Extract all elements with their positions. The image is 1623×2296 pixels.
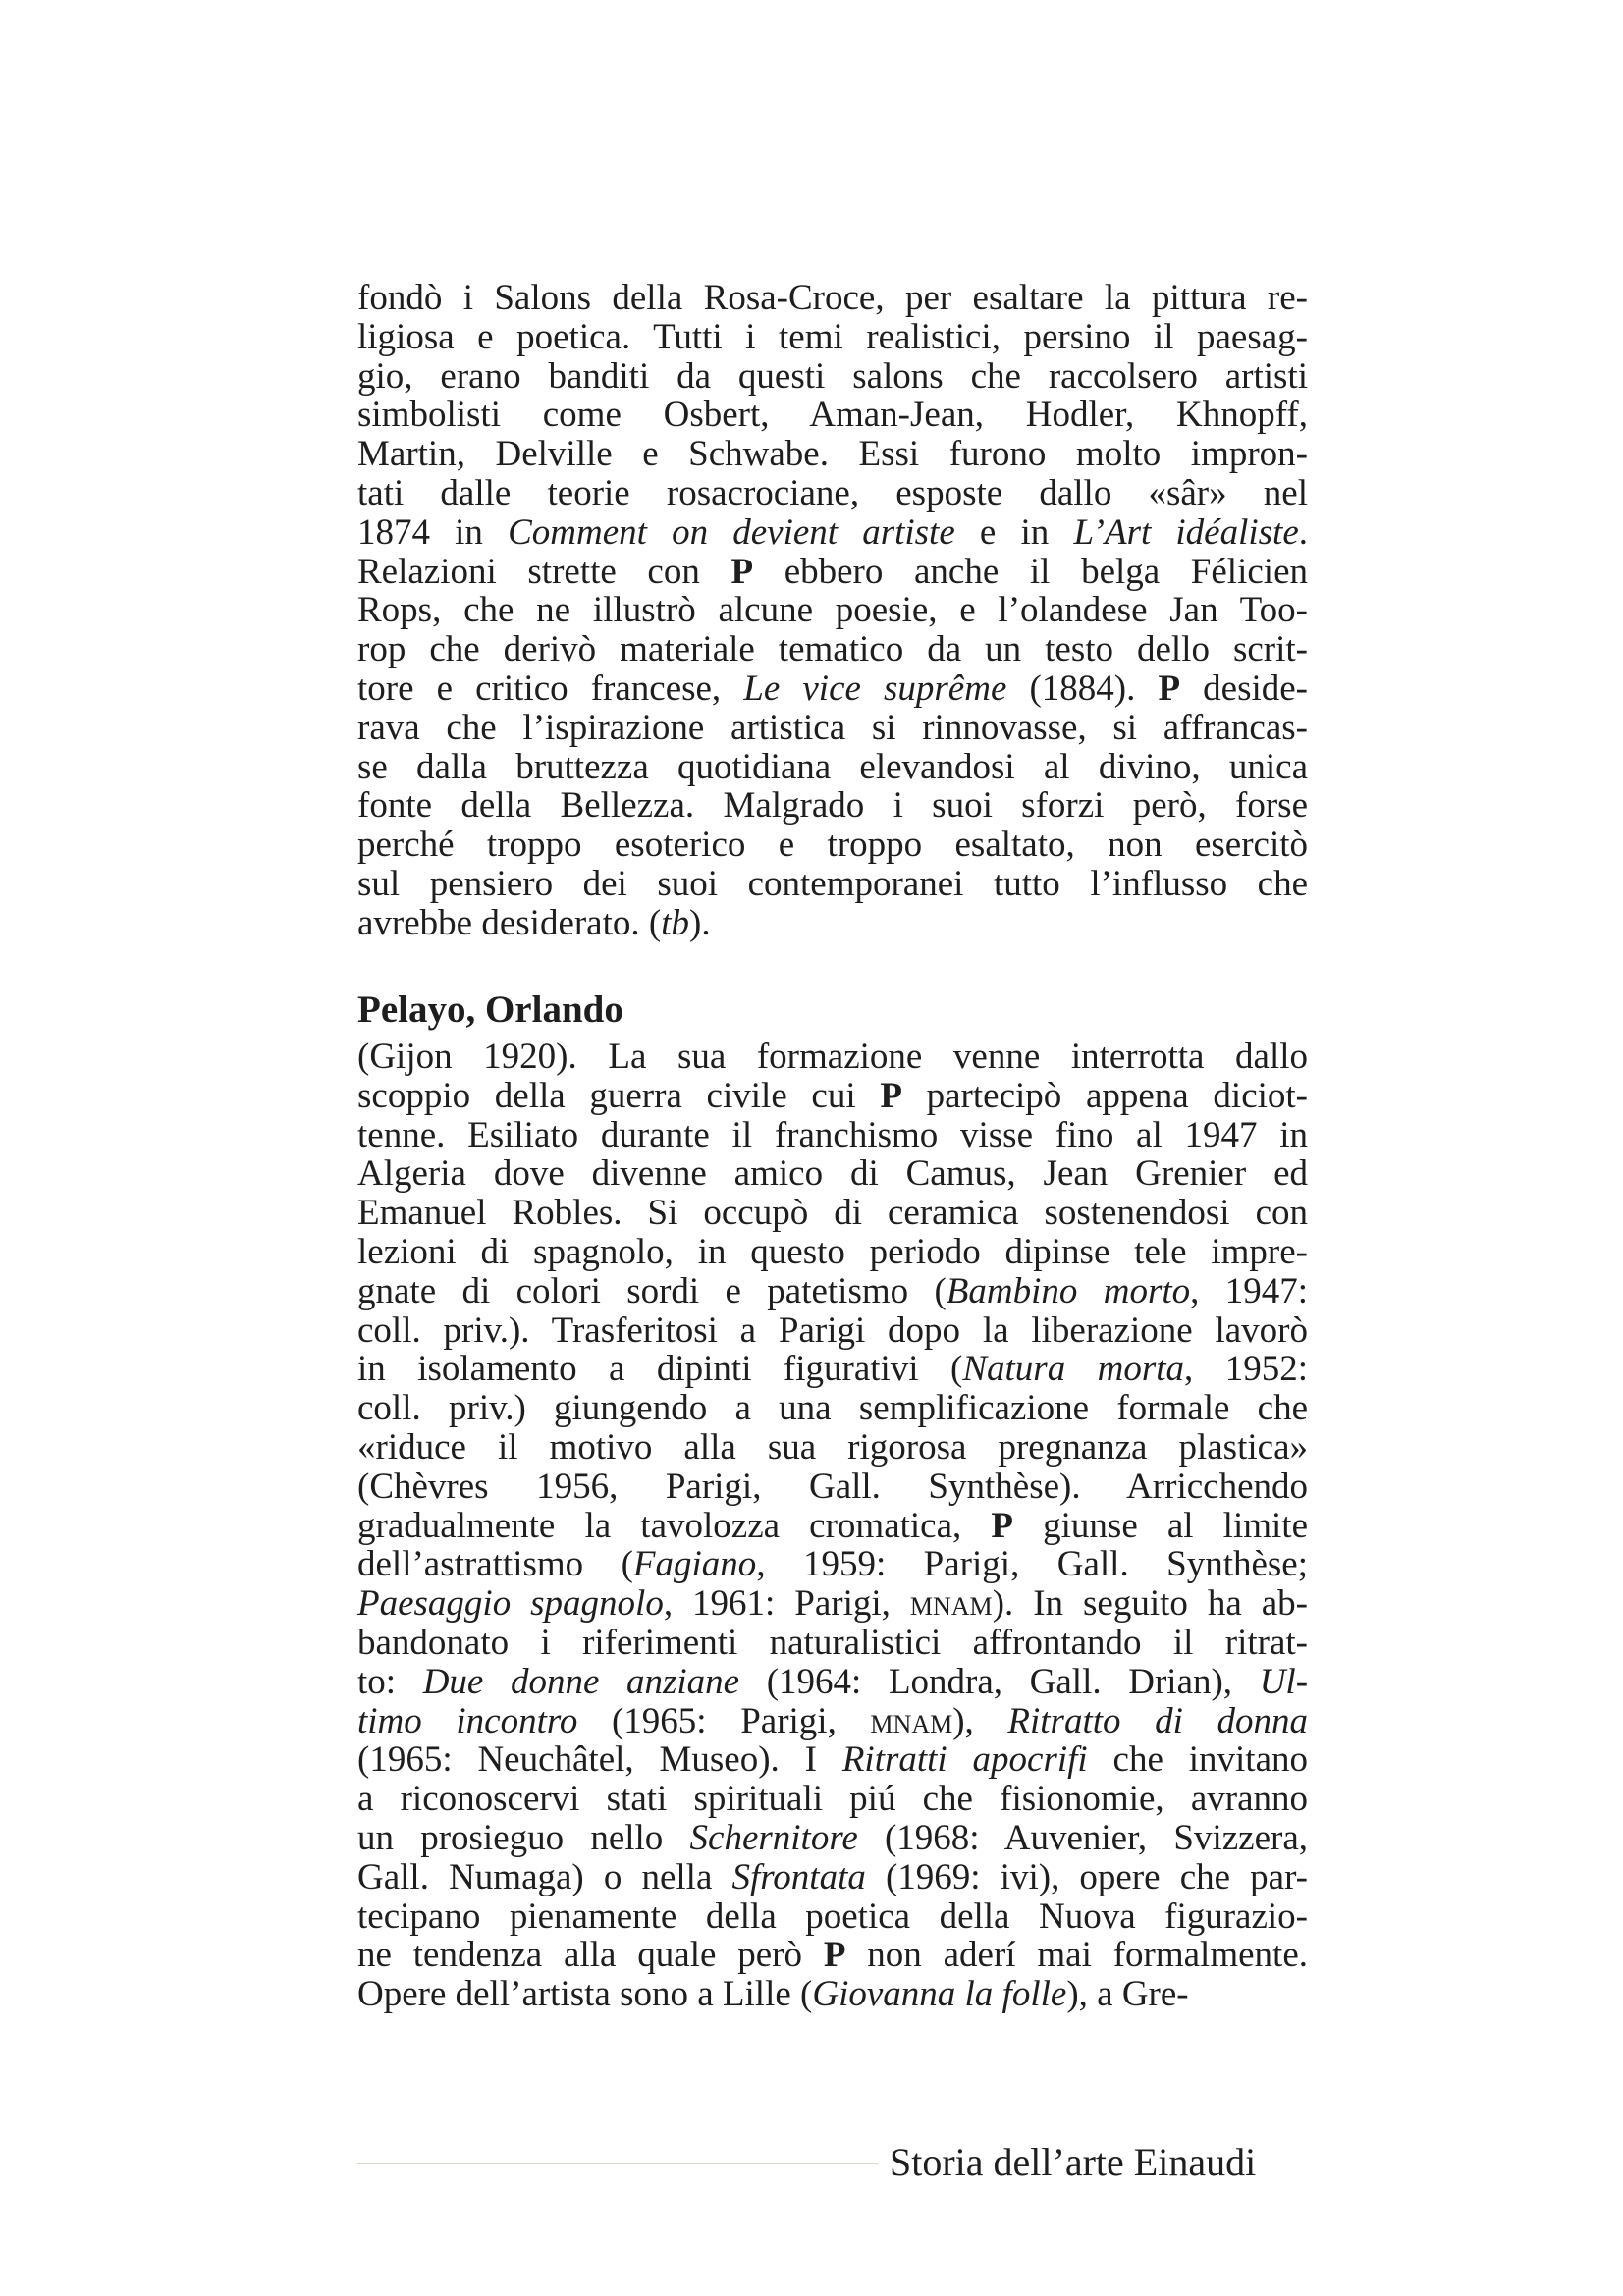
bold-abbreviation: P (1158, 667, 1181, 709)
text-line (357, 1389, 1308, 1428)
text-segment: , 1961: Parigi, (663, 1583, 910, 1625)
text-line (357, 1740, 1308, 1780)
text-segment: non aderí mai formalmente. (845, 1935, 1308, 1976)
text-segment: (1965: Neuchâtel, Museo). I (357, 1739, 842, 1781)
text-segment: Martin, Delville e Schwabe. Essi furono molto impron- (357, 434, 1308, 475)
italic-text: Giovanna la folle (812, 1974, 1067, 2015)
text-line (357, 1311, 1308, 1351)
bold-abbreviation: P (730, 551, 754, 592)
text-segment: , 1947: (1190, 1270, 1309, 1311)
text-line (357, 279, 1308, 318)
text-line (357, 357, 1308, 397)
italic-text: Fagiano (632, 1544, 757, 1585)
text-line (357, 1897, 1308, 1937)
text-segment: ebbero anche il belga Félicien (753, 551, 1308, 592)
italic-text: Ritratto di donna (1007, 1700, 1308, 1741)
text-line (357, 1663, 1308, 1702)
text-segment: dell’astrattismo ( (357, 1544, 633, 1585)
text-line (357, 1350, 1308, 1389)
text-segment: a riconoscervi stati spirituali piú che fisionomie, avranno (357, 1779, 1308, 1820)
text-line (357, 865, 1308, 904)
text-line (357, 1077, 1308, 1116)
text-segment: Algeria dove divenne amico di Camus, Jean Grenier ed (357, 1153, 1308, 1195)
text-segment: Relazioni strette con (357, 551, 731, 592)
text-line (357, 1468, 1308, 1507)
text-segment: ligiosa e poetica. Tutti i temi realistici, persino il paesag- (357, 316, 1308, 357)
text-segment: tenne. Esiliato durante il franchismo visse fino al 1947 in (357, 1114, 1308, 1155)
text-line (357, 591, 1308, 630)
text-segment: in isolamento a dipinti figurativi ( (357, 1349, 963, 1390)
text-segment: fonte della Bellezza. Malgrado i suoi sforzi però, forse (357, 785, 1308, 827)
text-segment: Gall. Numaga) o nella (357, 1856, 732, 1897)
italic-text: Due donne anziane (422, 1661, 740, 1702)
text-segment: gio, erano banditi da questi salons che raccolsero artisti (357, 355, 1308, 397)
text-segment: perché troppo esoterico e troppo esaltato, non esercitò (357, 825, 1308, 866)
text-segment: ). (689, 902, 711, 943)
footer-rule (357, 2163, 878, 2164)
text-line (357, 513, 1308, 553)
text-line (357, 1194, 1308, 1233)
text-line (357, 1272, 1308, 1311)
text-segment: e in (954, 511, 1074, 553)
text-line (357, 1819, 1308, 1858)
text-segment: scoppio della guerra civile cui (357, 1075, 881, 1116)
text-segment: 1874 in (357, 511, 509, 553)
text-line (357, 748, 1308, 787)
text-line (357, 826, 1308, 865)
text-segment: to: (357, 1661, 423, 1702)
text-segment: rop che derivò materiale tematico da un testo dello scrit- (357, 629, 1308, 670)
text-segment: (1964: Londra, Gall. Drian), (739, 1661, 1260, 1702)
text-segment: ), (952, 1700, 1008, 1741)
text-segment: tore e critico francese, (357, 667, 744, 709)
bold-abbreviation: P (880, 1075, 902, 1116)
text-line (357, 786, 1308, 826)
text-segment: Rops, che ne illustrò alcune poesie, e l’olandese Jan Too- (357, 590, 1308, 631)
bold-abbreviation: P (823, 1935, 846, 1976)
text-line (357, 1233, 1308, 1272)
text-segment: tati dalle teorie rosacrociane, esposte dallo «sâr» nel (357, 472, 1308, 513)
previous-entry-text (357, 279, 1308, 943)
text-line (357, 1702, 1308, 1741)
text-line (357, 1545, 1308, 1584)
text-segment: giunse al limite (1013, 1505, 1309, 1546)
entry-body-text (357, 1038, 1308, 2014)
text-segment: partecipò appena diciot- (901, 1075, 1308, 1116)
text-segment: , 1959: Parigi, Gall. Synthèse; (756, 1544, 1308, 1585)
text-segment: avrebbe desiderato. ( (357, 902, 662, 943)
italic-text: Sfrontata (731, 1856, 866, 1897)
text-segment: fondò i Salons della Rosa-Croce, per esaltare la pittura re- (357, 278, 1308, 318)
italic-text: Schernitore (689, 1817, 858, 1858)
text-segment: (1969: ivi), opere che par- (865, 1856, 1308, 1897)
italic-text: Bambino morto (946, 1270, 1191, 1311)
text-segment: gnate di colori sordi e patetismo ( (357, 1270, 947, 1311)
italic-text: Natura morta (962, 1349, 1185, 1390)
italic-text: Paesaggio spagnolo (357, 1583, 664, 1625)
text-segment: coll. priv.). Trasferitosi a Parigi dopo la liberazione lavorò (357, 1309, 1308, 1351)
text-line (357, 396, 1308, 435)
text-line (357, 1584, 1308, 1624)
text-line (357, 1154, 1308, 1194)
text-line (357, 904, 1308, 943)
text-line (357, 1038, 1308, 1077)
text-segment: ). In seguito ha ab- (992, 1583, 1308, 1625)
italic-text: Ritratti apocrifi (841, 1739, 1088, 1781)
text-line (357, 1428, 1308, 1468)
text-line (357, 474, 1308, 513)
text-segment: tecipano pienamente della poetica della Nuova figurazio- (357, 1896, 1308, 1937)
text-segment: un prosieguo nello (357, 1817, 690, 1858)
text-segment: (Chèvres 1956, Parigi, Gall. Synthèse). Arricchendo (357, 1466, 1308, 1507)
text-segment: ne tendenza alla quale però (357, 1935, 824, 1976)
text-segment: . (1298, 511, 1309, 553)
text-line (357, 1936, 1308, 1975)
text-segment: rava che l’ispirazione artistica si rinnovasse, si affrancas- (357, 707, 1308, 748)
italic-text: tb (661, 902, 689, 943)
text-segment: lezioni di spagnolo, in questo periodo dipinse tele impre- (357, 1231, 1308, 1272)
text-segment: simbolisti come Osbert, Aman-Jean, Hodler, Khnopff, (357, 395, 1308, 436)
text-segment: Opere dell’artista sono a Lille ( (357, 1974, 813, 2015)
text-segment: (1884). (1006, 667, 1159, 709)
text-line (357, 1780, 1308, 1819)
text-segment: (Gijon 1920). La sua formazione venne interrotta dallo (357, 1037, 1308, 1077)
entry-heading: Pelayo, Orlando (357, 988, 623, 1031)
text-segment: Emanuel Robles. Si occupò di ceramica sostenendosi con (357, 1193, 1308, 1234)
small-caps-text: mnam (870, 1700, 953, 1741)
italic-text: Le vice suprême (743, 667, 1007, 709)
text-line (357, 669, 1308, 709)
small-caps-text: mnam (909, 1583, 993, 1625)
text-segment: bandonato i riferimenti naturalistici affrontando il ritrat- (357, 1622, 1308, 1663)
text-line (357, 318, 1308, 357)
text-line (357, 1507, 1308, 1546)
text-segment: coll. priv.) giungendo a una semplificazione formale che (357, 1388, 1308, 1429)
text-segment: che invitano (1087, 1739, 1309, 1781)
footer-title: Storia dell’arte Einaudi (890, 2140, 1257, 2184)
italic-text: Ul- (1259, 1661, 1309, 1702)
text-segment: «riduce il motivo alla sua rigorosa pregnanza plastica» (357, 1426, 1308, 1468)
text-segment: , 1952: (1184, 1349, 1308, 1390)
text-line (357, 1858, 1308, 1897)
bold-abbreviation: P (991, 1505, 1014, 1546)
text-segment: ), a Gre- (1066, 1974, 1189, 2015)
text-line (357, 630, 1308, 669)
text-segment: (1965: Parigi, (577, 1700, 871, 1741)
text-line (357, 553, 1308, 592)
text-segment: sul pensiero dei suoi contemporanei tutto l’influsso che (357, 863, 1308, 904)
italic-text: Comment on devient artiste (508, 511, 955, 553)
text-segment: (1968: Auvenier, Svizzera, (857, 1817, 1308, 1858)
text-segment: deside- (1180, 667, 1308, 709)
text-line (357, 435, 1308, 474)
italic-text: L’Art idéaliste (1073, 511, 1299, 553)
text-segment: se dalla bruttezza quotidiana elevandosi al divino, unica (357, 746, 1308, 787)
text-line (357, 709, 1308, 748)
text-line (357, 1975, 1308, 2014)
text-line (357, 1624, 1308, 1663)
text-segment: gradualmente la tavolozza cromatica, (357, 1505, 992, 1546)
text-line (357, 1116, 1308, 1155)
italic-text: timo incontro (357, 1700, 578, 1741)
